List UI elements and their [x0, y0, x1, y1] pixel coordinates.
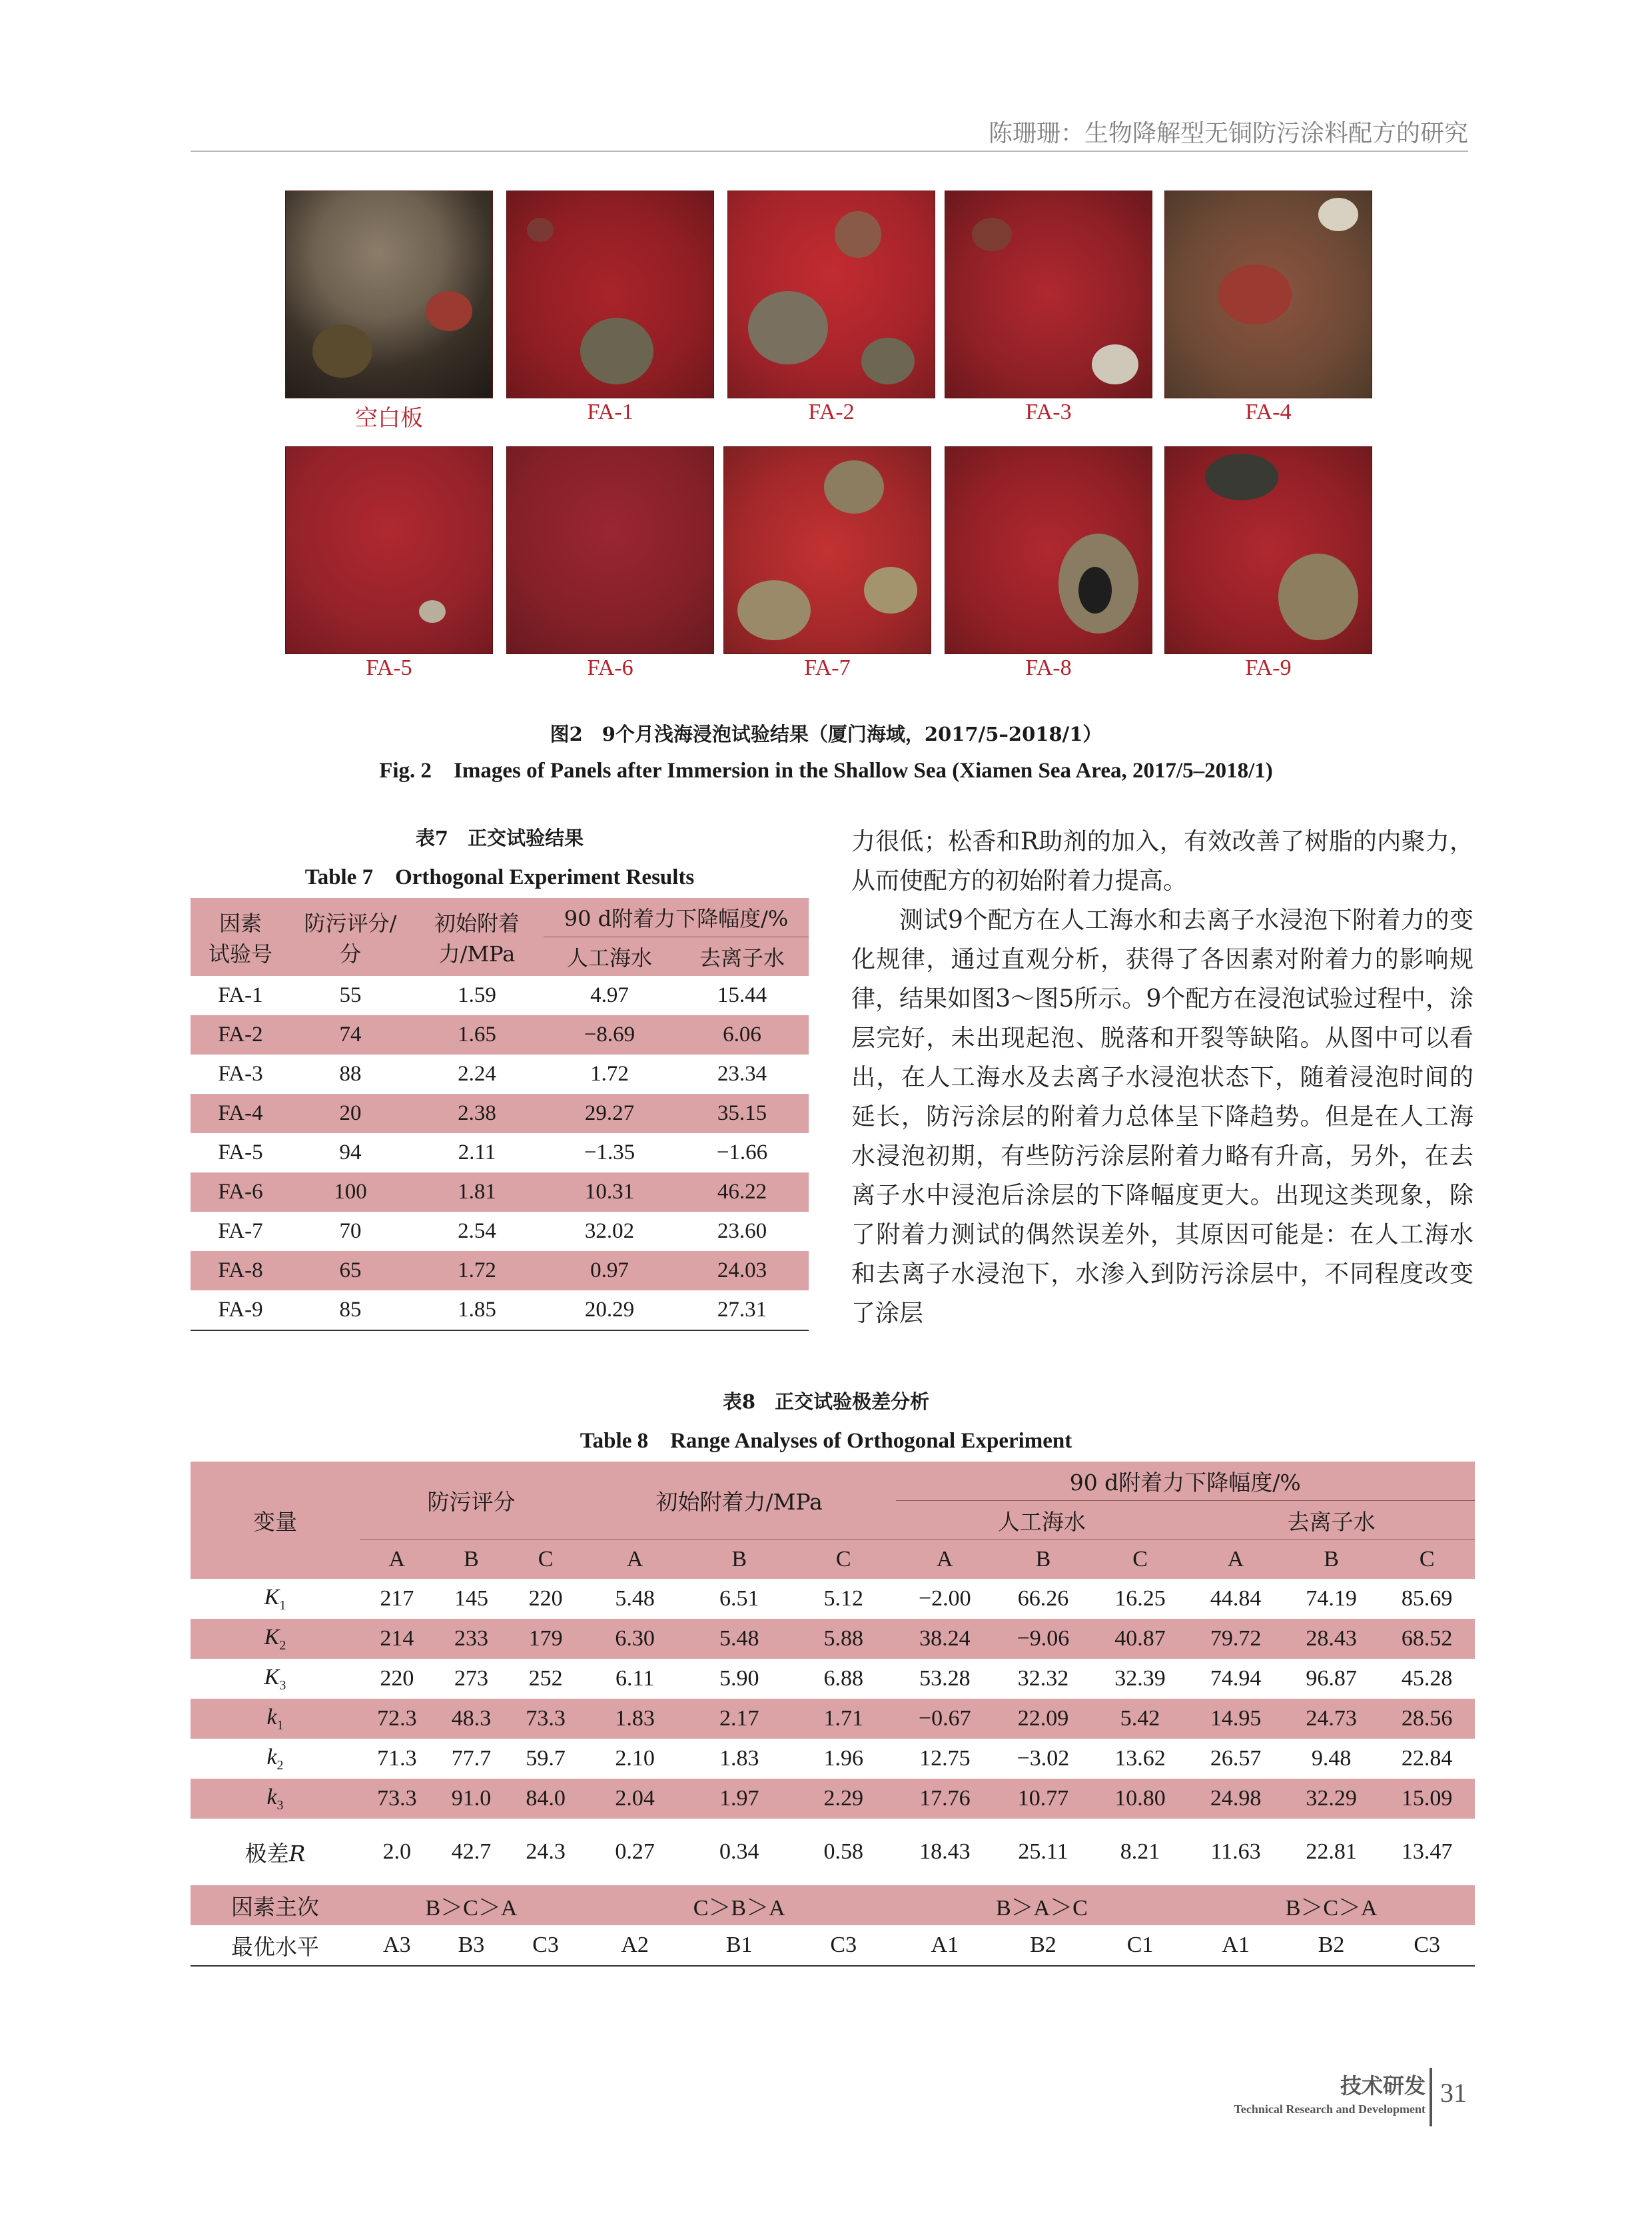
table-row: $k_2$ 71.3 77.7 59.7 2.10 1.83 1.96 12.75 −3.02 13.62 26.57 9.48 22.84	[266, 1744, 1453, 1773]
table8-header-variable: 变量	[191, 1462, 360, 1579]
panel-label: FA-4	[1245, 400, 1292, 424]
table8-header-initial-adhesion: 初始附着力/MPa	[583, 1462, 896, 1540]
panel-photo-fa1	[506, 191, 714, 398]
table7	[191, 898, 809, 1331]
table7-header-antifouling: 防污评分/ 分	[290, 898, 410, 976]
body-text-column	[851, 822, 1473, 1333]
figure-caption-en: Fig. 2 Images of Panels after Immersion in the Shallow Sea (Xiamen Sea Area, 2017/5–2018/1)	[379, 759, 1273, 783]
table-row: FA-2 74 1.65 −8.69 6.06	[191, 1015, 809, 1055]
panel-label: FA-7	[804, 656, 851, 680]
table7-header-decline: 90 d附着力下降幅度/%	[544, 898, 809, 937]
table8-header-decline: 90 d附着力下降幅度/%	[896, 1462, 1475, 1501]
running-title: 陈珊珊：生物降解型无铜防污涂料配方的研究	[988, 120, 1468, 147]
table-row: $K_3$ 220 273 252 6.11 5.90 6.88 53.28 32.32 32.39 74.94 96.87 45.28	[264, 1664, 1453, 1693]
page-number: 31	[1440, 2078, 1467, 2108]
level-header: B	[994, 1540, 1092, 1579]
level-header: A	[583, 1540, 687, 1579]
panel-photo-fa6	[506, 446, 714, 654]
table7-header-deionized: 去离子水	[675, 937, 809, 977]
table-row: FA-1 55 1.59 4.97 15.44	[218, 983, 767, 1007]
level-header: A	[896, 1540, 995, 1579]
panel-label: FA-2	[808, 400, 855, 424]
panel-label: FA-8	[1025, 656, 1072, 680]
body-paragraph: 力很低；松香和R助剂的加入，有效改善了树脂的内聚力，从而使配方的初始附着力提高。	[851, 828, 1473, 895]
table7-header-seawater: 人工海水	[544, 937, 675, 977]
panel-label: FA-1	[587, 400, 633, 424]
footer-divider	[1430, 2068, 1432, 2126]
level-header: A	[360, 1540, 434, 1579]
table7-header-initial-adhesion: 初始附着 力/MPa	[410, 898, 544, 976]
panel-photo-fa5	[285, 446, 493, 654]
level-header: C	[1092, 1540, 1188, 1579]
panel-label: FA-6	[587, 656, 633, 680]
table-row: FA-8 65 1.72 0.97 24.03	[191, 1251, 809, 1290]
panel-photo-fa7	[723, 446, 931, 654]
body-paragraph: 测试9个配方在人工海水和去离子水浸泡下附着力的变化规律，通过直观分析，获得了各因素对附着力的影响规律，结果如图3～图5所示。9个配方在浸泡试验过程中，涂层完好，未出现起泡、脱落和开裂等缺陷。从图中可以看出，在人工海水及去离子水浸泡状态下，随着浸泡时间的延长，防污涂层的附着力总体呈下降趋势。但是在人工海水浸泡初期，有些防污涂层附着力略有升高，另外，在去离子水中浸泡后涂层的下降幅度更大。出现这类现象，除了附着力测试的偶然误差外，其原因可能是：在人工海水和去离子水浸泡下，水渗入到防污涂层中，不同程度改变了涂层	[851, 907, 1473, 1327]
level-header: B	[687, 1540, 791, 1579]
table8-caption-cn: 表8 正交试验极差分析	[722, 1390, 930, 1413]
table7-caption-cn: 表7 正交试验结果	[415, 827, 584, 849]
table-row: FA-6 100 1.81 10.31 46.22	[191, 1172, 809, 1212]
table-row-optimal-level: 最优水平 A3 B3 C3 A2 B1 C3 A1 B2 C1 A1 B2 C3	[231, 1933, 1441, 1960]
panel-photo-fa4	[1164, 191, 1372, 398]
footer-section-en: Technical Research and Development	[1234, 2102, 1426, 2116]
panel-label: FA-5	[366, 656, 412, 680]
level-header: C	[791, 1540, 896, 1579]
table-row-factor-order: 因素主次 B＞C＞A C＞B＞A B＞A＞C B＞C＞A	[191, 1885, 1475, 1925]
table7-header-factor: 因素 试验号	[191, 898, 290, 976]
level-header: A	[1188, 1540, 1284, 1579]
level-header: C	[1379, 1540, 1475, 1579]
table8-header-deionized: 去离子水	[1188, 1501, 1475, 1540]
level-header: C	[508, 1540, 583, 1579]
figure-caption-cn: 图2 9个月浅海浸泡试验结果（厦门海域，2017/5–2018/1）	[550, 723, 1102, 745]
table7-caption-en: Table 7 Orthogonal Experiment Results	[304, 865, 695, 889]
table-row: $k_3$ 73.3 91.0 84.0 2.04 1.97 2.29 17.76 10.77 10.80 24.98 32.29 15.09	[191, 1779, 1475, 1819]
panel-photo-fa3	[945, 191, 1152, 398]
panel-photo-fa9	[1164, 446, 1372, 654]
table-row: FA-3 88 2.24 1.72 23.34	[218, 1062, 767, 1086]
table8-header-seawater: 人工海水	[896, 1501, 1188, 1540]
header-rule	[191, 151, 1468, 152]
table-row: FA-4 20 2.38 29.27 35.15	[191, 1094, 809, 1133]
table-row: FA-5 94 2.11 −1.35 −1.66	[218, 1140, 768, 1164]
table8-caption-en: Table 8 Range Analyses of Orthogonal Experiment	[580, 1429, 1072, 1453]
panel-photo-blank	[285, 191, 493, 398]
panel-label: FA-9	[1245, 656, 1292, 680]
table8	[191, 1462, 1475, 1967]
table-row: FA-9 85 1.85 20.29 27.31	[218, 1298, 767, 1322]
level-header: B	[434, 1540, 509, 1579]
panel-photo-fa2	[727, 191, 935, 398]
table-row-range: 极差R 2.0 42.7 24.3 0.27 0.34 0.58 18.43 25.11 8.21 11.63 22.81 13.47	[244, 1839, 1453, 1867]
table-row: $K_1$ 217 145 220 5.48 6.51 5.12 −2.00 66.26 16.25 44.84 74.19 85.69	[264, 1584, 1453, 1613]
panel-label: FA-3	[1025, 400, 1072, 424]
footer-section-cn: 技术研发	[1340, 2073, 1426, 2098]
table8-header-antifouling: 防污评分	[360, 1462, 583, 1540]
table-row: $K_2$ 214 233 179 6.30 5.48 5.88 38.24 −9.06 40.87 79.72 28.43 68.52	[191, 1619, 1475, 1659]
panel-photo-fa8	[945, 446, 1152, 654]
table-row: FA-7 70 2.54 32.02 23.60	[218, 1219, 767, 1243]
level-header: B	[1284, 1540, 1380, 1579]
table-row: $k_1$ 72.3 48.3 73.3 1.83 2.17 1.71 −0.67 22.09 5.42 14.95 24.73 28.56	[191, 1699, 1475, 1739]
panel-label: 空白板	[355, 406, 423, 431]
